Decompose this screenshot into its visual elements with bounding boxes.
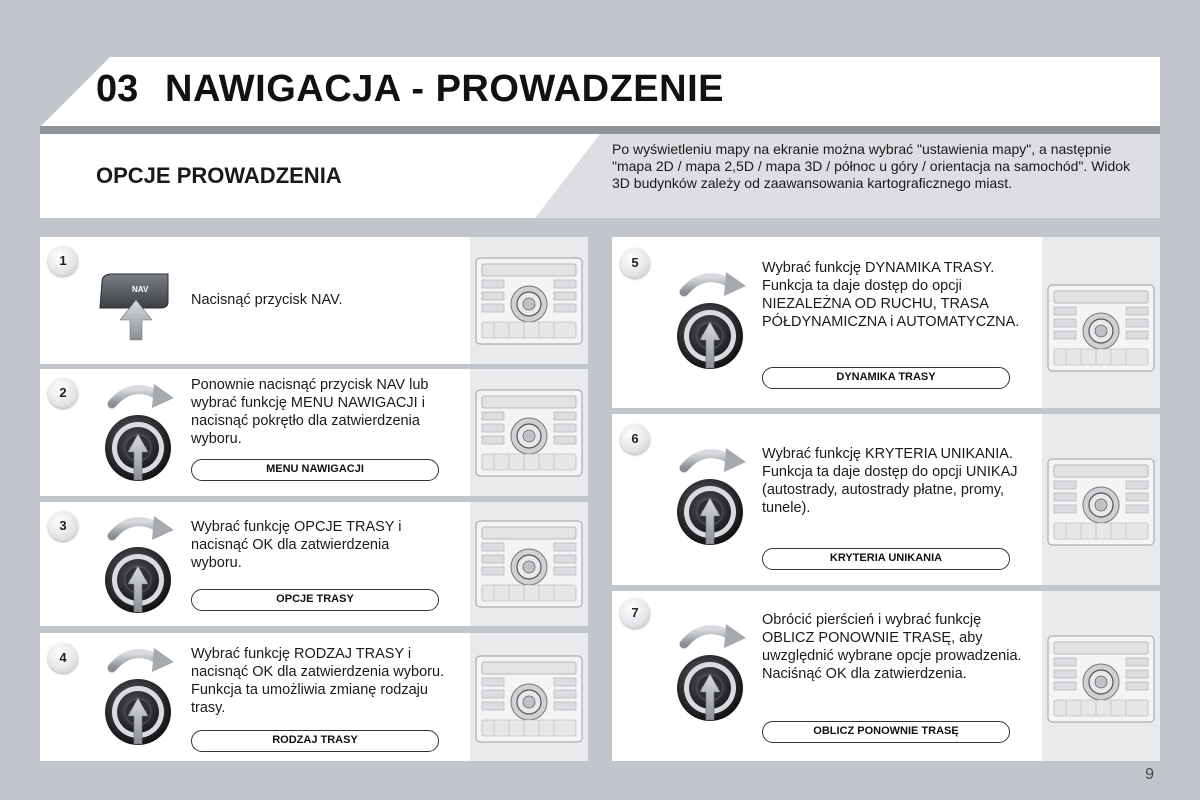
step-text-2: Ponownie nacisnąć przycisk NAV lub wybrać funkcję MENU NAWIGACJI i nacisnąć pokrętło dla zatwierdzenia wyboru. xyxy=(191,377,429,447)
step-badge-5: 5 xyxy=(620,248,650,278)
menu-label-pill-5: DYNAMIKA TRASY xyxy=(762,367,1010,389)
radio-unit-icon xyxy=(1046,457,1156,547)
step-text-3: Wybrać funkcję OPCJE TRASY i nacisnąć OK dla zatwierdzenia wyboru. xyxy=(191,519,402,571)
step-text-6: Wybrać funkcję KRYTERIA UNIKANIA. Funkcja ta daje dostęp do opcji UNIKAJ (autostrady, autostrady płatne, promy, tunele). xyxy=(762,446,1018,516)
radio-unit-icon xyxy=(474,519,584,609)
step-badge-2: 2 xyxy=(48,378,78,408)
rotary-knob-icon xyxy=(674,446,754,566)
radio-unit-icon xyxy=(474,256,584,346)
nav-button-icon xyxy=(96,270,176,370)
menu-label-pill-7: OBLICZ PONOWNIE TRASĘ xyxy=(762,721,1010,743)
step-badge-4: 4 xyxy=(48,643,78,673)
radio-unit-icon xyxy=(1046,634,1156,724)
chapter-number: 03 xyxy=(96,68,139,110)
rotary-knob-icon xyxy=(674,270,754,390)
menu-label-pill-4: RODZAJ TRASY xyxy=(191,730,439,752)
page-number: 9 xyxy=(1145,766,1154,783)
menu-label-pill-3: OPCJE TRASY xyxy=(191,589,439,611)
menu-label-pill-2: MENU NAWIGACJI xyxy=(191,459,439,481)
nav-button-label: NAV xyxy=(132,285,149,294)
step-text-1: Nacisnąć przycisk NAV. xyxy=(191,292,343,308)
radio-unit-icon xyxy=(1046,283,1156,373)
intro-paragraph: Po wyświetleniu mapy na ekranie można wybrać "ustawienia mapy", a następnie "mapa 2D / mapa 2,5D / mapa 3D / północ u góry / orientacja na samochód". Widok 3D budynków zależy od zaawansowania kartograficznego miast. xyxy=(612,141,1131,191)
menu-label-pill-6: KRYTERIA UNIKANIA xyxy=(762,548,1010,570)
step-text-5: Wybrać funkcję DYNAMIKA TRASY. Funkcja ta daje dostęp do opcji NIEZALEŻNA OD RUCHU, TRASA PÓŁDYNAMICZNA i AUTOMATYCZNA. xyxy=(762,260,1020,330)
section-title: OPCJE PROWADZENIA xyxy=(96,163,342,188)
rotary-knob-icon xyxy=(674,622,754,742)
step-badge-6: 6 xyxy=(620,424,650,454)
step-badge-7: 7 xyxy=(620,598,650,628)
step-badge-1: 1 xyxy=(48,246,78,276)
step-text-4: Wybrać funkcję RODZAJ TRASY i nacisnąć OK dla zatwierdzenia wyboru. Funkcja ta umożliwia zmianę rodzaju trasy. xyxy=(191,646,445,716)
rotary-knob-icon xyxy=(102,382,182,502)
step-badge-3: 3 xyxy=(48,511,78,541)
rotary-knob-icon xyxy=(102,514,182,634)
step-text-7: Obrócić pierścień i wybrać funkcję OBLICZ PONOWNIE TRASĘ, aby uwzględnić wybrane opcje prowadzenia. Naciśnąć OK dla zatwierdzenia. xyxy=(762,612,1022,682)
radio-unit-icon xyxy=(474,388,584,478)
subheader-diagonal xyxy=(535,134,600,218)
radio-unit-icon xyxy=(474,654,584,744)
header-divider xyxy=(40,126,1160,134)
chapter-title: NAWIGACJA - PROWADZENIE xyxy=(165,68,724,110)
rotary-knob-icon xyxy=(102,646,182,766)
